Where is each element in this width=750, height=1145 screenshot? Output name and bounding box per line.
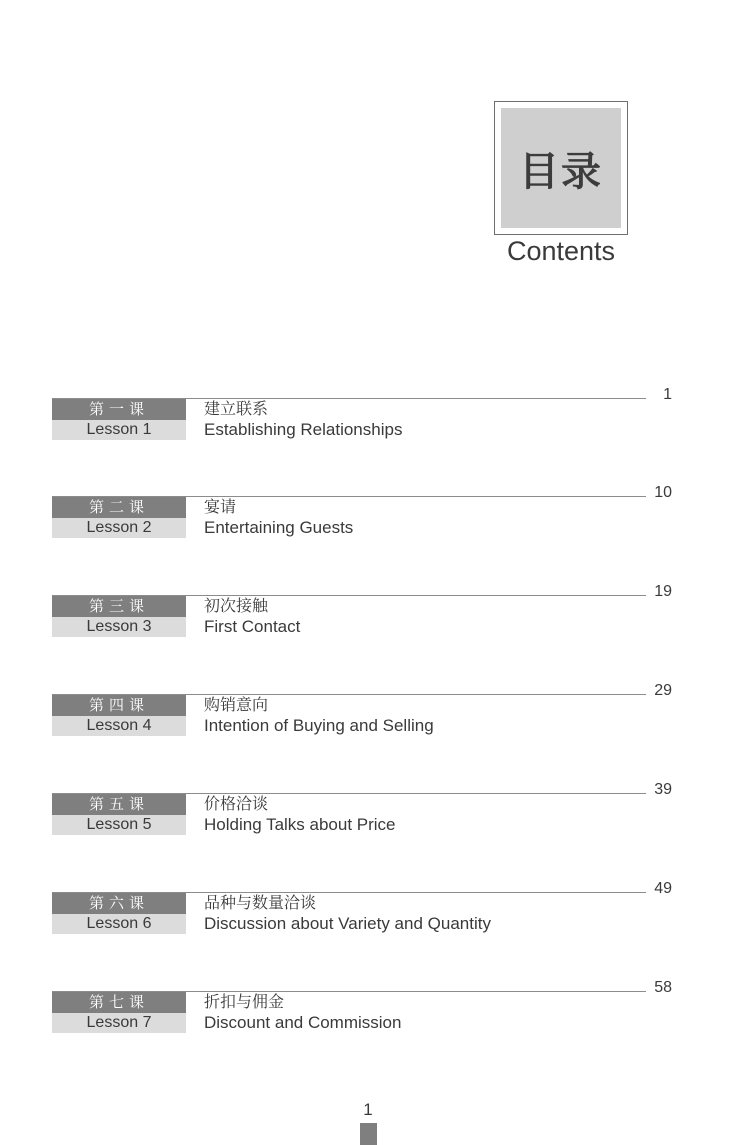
lesson-title-chinese: 价格洽谈 [204,794,269,813]
page-number: 1 [663,386,672,403]
lesson-title-chinese: 折扣与佣金 [204,992,285,1011]
lesson-title-chinese: 宴请 [204,497,237,516]
lesson-title-english: Intention of Buying and Selling [204,716,434,735]
lesson-title-english: Establishing Relationships [204,420,403,439]
toc-entry-lesson-5[interactable] [52,781,682,843]
page-number: 10 [654,484,672,501]
lesson-label-english: Lesson 1 [52,420,186,440]
toc-entry-lesson-1[interactable] [52,386,682,448]
page-number: 19 [654,583,672,600]
lesson-title-chinese: 品种与数量洽谈 [204,893,317,912]
toc-entry-lesson-6[interactable] [52,880,682,942]
lesson-label-chinese: 第四课 [52,695,186,716]
lesson-label-english: Lesson 4 [52,716,186,736]
lesson-label-chinese: 第二课 [52,497,186,518]
lesson-title-english: Holding Talks about Price [204,815,396,834]
lesson-title-chinese: 初次接触 [204,596,269,615]
lesson-title-english: Discussion about Variety and Quantity [204,914,491,933]
toc-entry-lesson-7[interactable] [52,979,682,1041]
folio-marker [360,1123,377,1145]
page-number: 58 [654,979,672,996]
lesson-label-english: Lesson 5 [52,815,186,835]
lesson-title-chinese: 建立联系 [204,399,269,418]
lesson-label-english: Lesson 6 [52,914,186,934]
lesson-label-chinese: 第六课 [52,893,186,914]
lesson-label-chinese: 第五课 [52,794,186,815]
lesson-label-english: Lesson 7 [52,1013,186,1033]
lesson-label-chinese: 第一课 [52,399,186,420]
lesson-title-english: First Contact [204,617,301,636]
page-number: 29 [654,682,672,699]
lesson-title-english: Entertaining Guests [204,518,354,537]
page-title-chinese: 目录 [519,148,603,195]
page-number: 49 [654,880,672,897]
title-box-fill [501,108,621,228]
toc-entry-lesson-2[interactable] [52,484,682,546]
lesson-title-english: Discount and Commission [204,1013,402,1032]
lesson-label-chinese: 第三课 [52,596,186,617]
page-number: 39 [654,781,672,798]
title-box [494,101,628,235]
toc-entry-lesson-4[interactable] [52,682,682,744]
folio-page-number: 1 [363,1100,373,1119]
page-title-english: Contents [506,236,616,266]
lesson-title-chinese: 购销意向 [204,695,269,714]
lesson-label-english: Lesson 2 [52,518,186,538]
toc-entry-lesson-3[interactable] [52,583,682,645]
lesson-label-chinese: 第七课 [52,992,186,1013]
lesson-label-english: Lesson 3 [52,617,186,637]
